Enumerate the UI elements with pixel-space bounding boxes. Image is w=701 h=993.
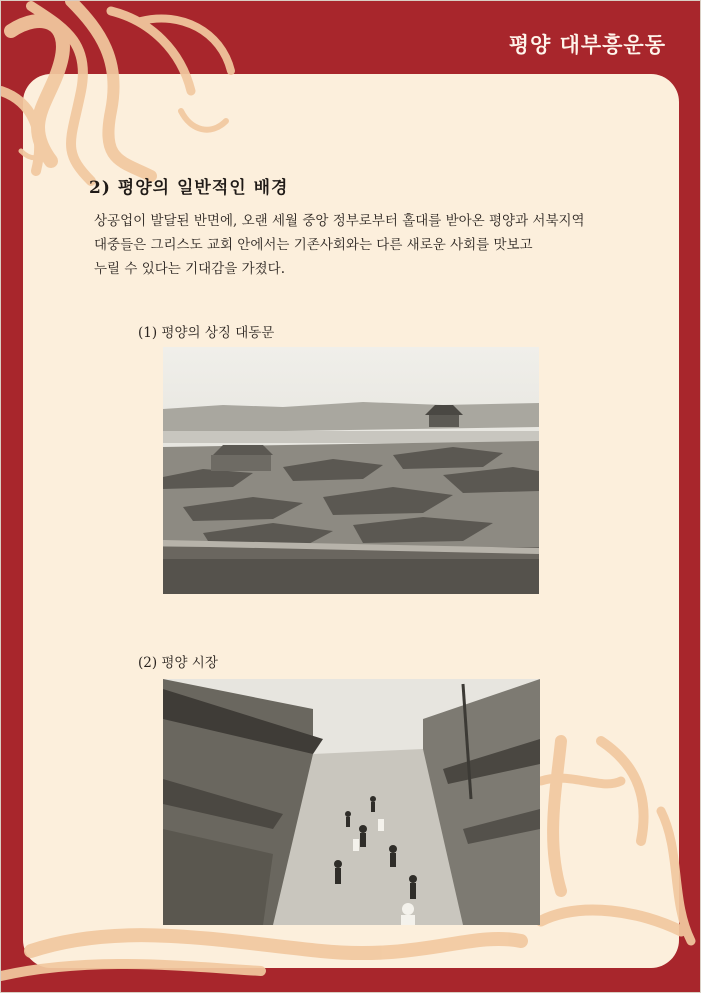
page-header-title: 평양 대부흥운동 [508,33,666,57]
city-rooftops-photo [163,347,539,594]
paragraph-line: 누릴 수 있다는 기대감을 가졌다. [94,261,285,277]
figure-caption-2: (2) 평양 시장 [138,655,218,671]
market-street-photo [163,679,540,925]
section-heading: 2) 평양의 일반적인 배경 [89,178,289,198]
body-paragraph [94,209,654,281]
brush-stroke-decoration-top [1,1,261,201]
paragraph-line: 상공업이 발달된 반면에, 오랜 세월 중앙 정부로부터 홀대를 받아온 평양과 서북지역 [94,213,585,229]
figure-caption-1: (1) 평양의 상징 대동문 [138,325,275,341]
paragraph-line: 대중들은 그리스도 교회 안에서는 기존사회와는 다른 새로운 사회를 맛보고 [94,237,533,253]
